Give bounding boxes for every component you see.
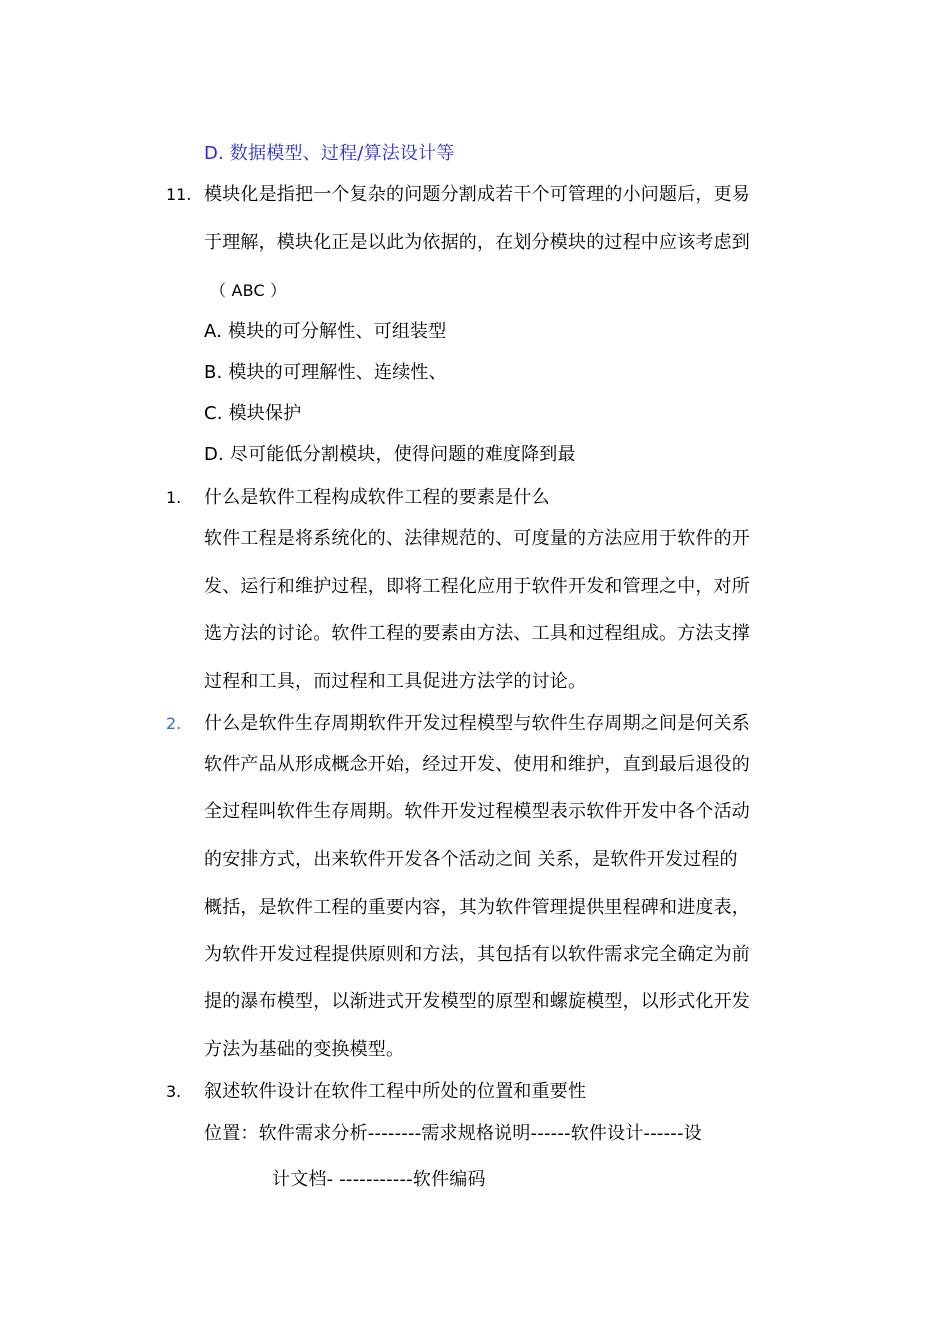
q2-answer-line-1: 软件产品从形成概念开始，经过开发、使用和维护，直到最后退役的: [204, 754, 750, 775]
q1-number: 1.: [166, 488, 182, 507]
q3-title: 叙述软件设计在软件工程中所处的位置和重要性: [204, 1081, 587, 1102]
q2-answer-line-2: 全过程叫软件生存周期。软件开发过程模型表示软件开发中各个活动: [204, 801, 750, 822]
q3-position-line-1: 位置：软件需求分析--------需求规格说明------软件设计------设: [204, 1123, 702, 1144]
q11-option-a: A. 模块的可分解性、可组装型: [204, 321, 447, 342]
q1-title: 什么是软件工程构成软件工程的要素是什么: [204, 487, 550, 508]
q11-option-b: B. 模块的可理解性、连续性、: [204, 362, 447, 383]
q11-line-2: 于理解，模块化正是以此为依据的，在划分模块的过程中应该考虑到: [204, 232, 750, 253]
q1-answer-line-3: 选方法的讨论。软件工程的要素由方法、工具和过程组成。方法支撑: [204, 623, 750, 644]
q2-answer-line-4: 概括，是软件工程的重要内容，其为软件管理提供里程碑和进度表，: [204, 897, 750, 918]
q3-position-line-2: 计文档- -----------软件编码: [272, 1169, 486, 1190]
q1-answer-line-2: 发、运行和维护过程，即将工程化应用于软件开发和管理之中，对所: [204, 576, 750, 597]
prev-option-d: D. 数据模型、过程/算法设计等: [204, 143, 455, 164]
q2-title: 什么是软件生存周期软件开发过程模型与软件生存周期之间是何关系: [204, 713, 750, 734]
q11-option-d: D. 尽可能低分割模块，使得问题的难度降到最: [204, 444, 576, 465]
q3-number: 3.: [166, 1082, 182, 1101]
q11-line-1: 模块化是指把一个复杂的问题分割成若干个可管理的小问题后，更易: [204, 184, 750, 205]
q2-answer-line-6: 提的瀑布模型，以渐进式开发模型的原型和螺旋模型，以形式化开发: [204, 991, 750, 1012]
q11-option-c: C. 模块保护: [204, 403, 302, 424]
q2-answer-line-3: 的安排方式，出来软件开发各个活动之间 关系，是软件开发过程的: [204, 849, 738, 870]
q2-answer-line-7: 方法为基础的变换模型。: [204, 1039, 405, 1060]
q11-number: 11.: [166, 185, 192, 204]
q11-answer: （ ABC ）: [210, 281, 287, 300]
q2-number: 2.: [166, 714, 182, 733]
q1-answer-line-1: 软件工程是将系统化的、法律规范的、可度量的方法应用于软件的开: [204, 528, 750, 549]
q1-answer-line-4: 过程和工具，而过程和工具促进方法学的讨论。: [204, 671, 587, 692]
q2-answer-line-5: 为软件开发过程提供原则和方法，其包括有以软件需求完全确定为前: [204, 944, 750, 965]
